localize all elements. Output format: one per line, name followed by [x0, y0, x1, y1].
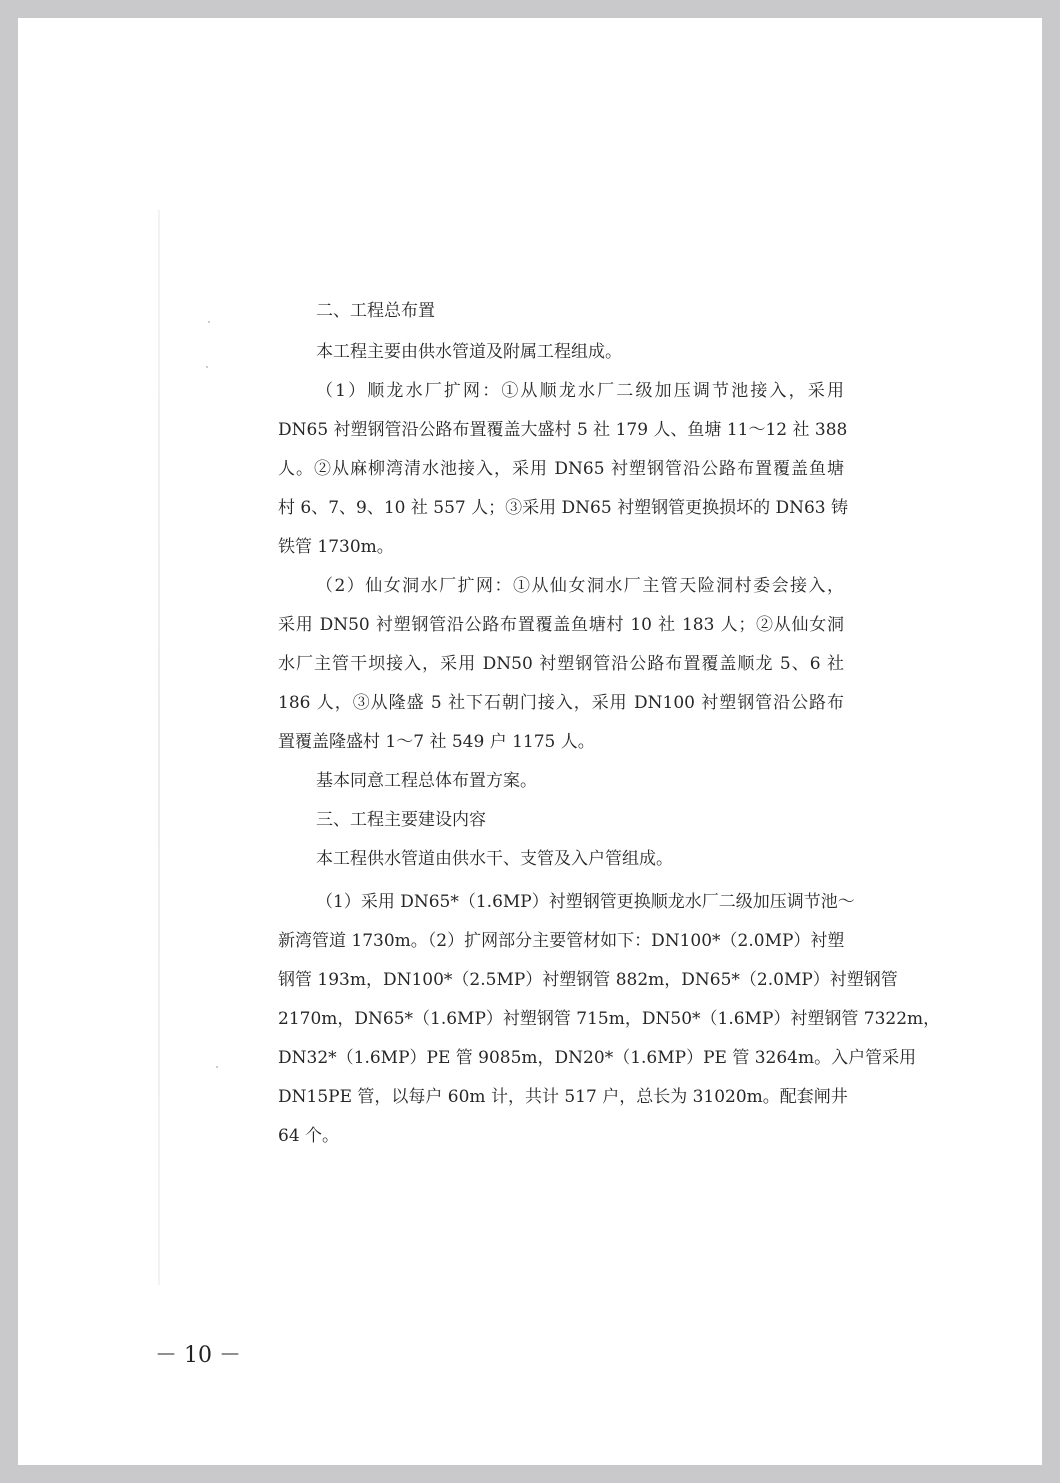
- section-heading: [278, 801, 844, 840]
- paragraph-line: （1）顺龙水厂扩网：①从顺龙水厂二级加压调节池接入，采用: [316, 381, 844, 401]
- paragraph-line: 采用 DN50 衬塑钢管沿公路布置覆盖鱼塘村 10 社 183 人；②从仙女洞: [278, 615, 844, 635]
- paragraph: [278, 333, 844, 372]
- paragraph-line: 钢管 193m，DN100*（2.5MP）衬塑钢管 882m，DN65*（2.0MP）衬塑钢管: [278, 970, 898, 990]
- paragraph-line: 村 6、7、9、10 社 557 人；③采用 DN65 衬塑钢管更换损坏的 DN63 铸: [278, 498, 849, 518]
- paragraph: [278, 762, 844, 801]
- paragraph-line: 2170m，DN65*（1.6MP）衬塑钢管 715m，DN50*（1.6MP）衬塑钢管 7322m，: [278, 1009, 941, 1029]
- paragraph-line: 二、工程总布置: [316, 301, 435, 321]
- paragraph: [278, 567, 844, 762]
- paragraph-line: 本工程主要由供水管道及附属工程组成。: [316, 342, 622, 362]
- paragraph-line: DN15PE 管，以每户 60m 计，共计 517 户，总长为 31020m。配套闸井: [278, 1087, 848, 1107]
- paragraph-line: 64 个。: [278, 1126, 340, 1146]
- document-body: [278, 292, 941, 1156]
- paragraph-line: 水厂主管干坝接入，采用 DN50 衬塑钢管沿公路布置覆盖顺龙 5、6 社: [278, 654, 844, 674]
- paragraph-line: 本工程供水管道由供水干、支管及入户管组成。: [316, 849, 673, 869]
- paragraph-line: DN65 衬塑钢管沿公路布置覆盖大盛村 5 社 179 人、鱼塘 11～12 社 388: [278, 420, 848, 440]
- paragraph-line: 186 人，③从隆盛 5 社下石朝门接入，采用 DN100 衬塑钢管沿公路布: [278, 693, 844, 713]
- scan-shadow-edge: [158, 210, 160, 1285]
- scan-speck: [216, 1066, 218, 1068]
- paragraph-line: 置覆盖隆盛村 1～7 社 549 户 1175 人。: [278, 732, 595, 752]
- scan-speck: [206, 366, 208, 368]
- paragraph-line: 人。②从麻柳湾清水池接入，采用 DN65 衬塑钢管沿公路布置覆盖鱼塘: [278, 459, 844, 479]
- paragraph-line: 三、工程主要建设内容: [316, 810, 486, 830]
- section-heading: [278, 292, 844, 331]
- paragraph-line: 新湾管道 1730m。（2）扩网部分主要管材如下：DN100*（2.0MP）衬塑: [278, 931, 845, 951]
- paragraph: [278, 372, 849, 567]
- paragraph-line: DN32*（1.6MP）PE 管 9085m，DN20*（1.6MP）PE 管 3264m。入户管采用: [278, 1048, 917, 1068]
- scan-speck: [208, 321, 210, 323]
- paragraph: [278, 840, 844, 879]
- paragraph: [278, 883, 941, 1156]
- paragraph-line: 铁管 1730m。: [278, 537, 394, 557]
- paragraph-line: （2）仙女洞水厂扩网：①从仙女洞水厂主管天险洞村委会接入，: [316, 576, 844, 596]
- paragraph-line: （1）采用 DN65*（1.6MP）衬塑钢管更换顺龙水厂二级加压调节池～: [316, 892, 855, 912]
- paragraph-line: 基本同意工程总体布置方案。: [316, 771, 537, 791]
- page-number: － 10 －: [155, 1343, 241, 1368]
